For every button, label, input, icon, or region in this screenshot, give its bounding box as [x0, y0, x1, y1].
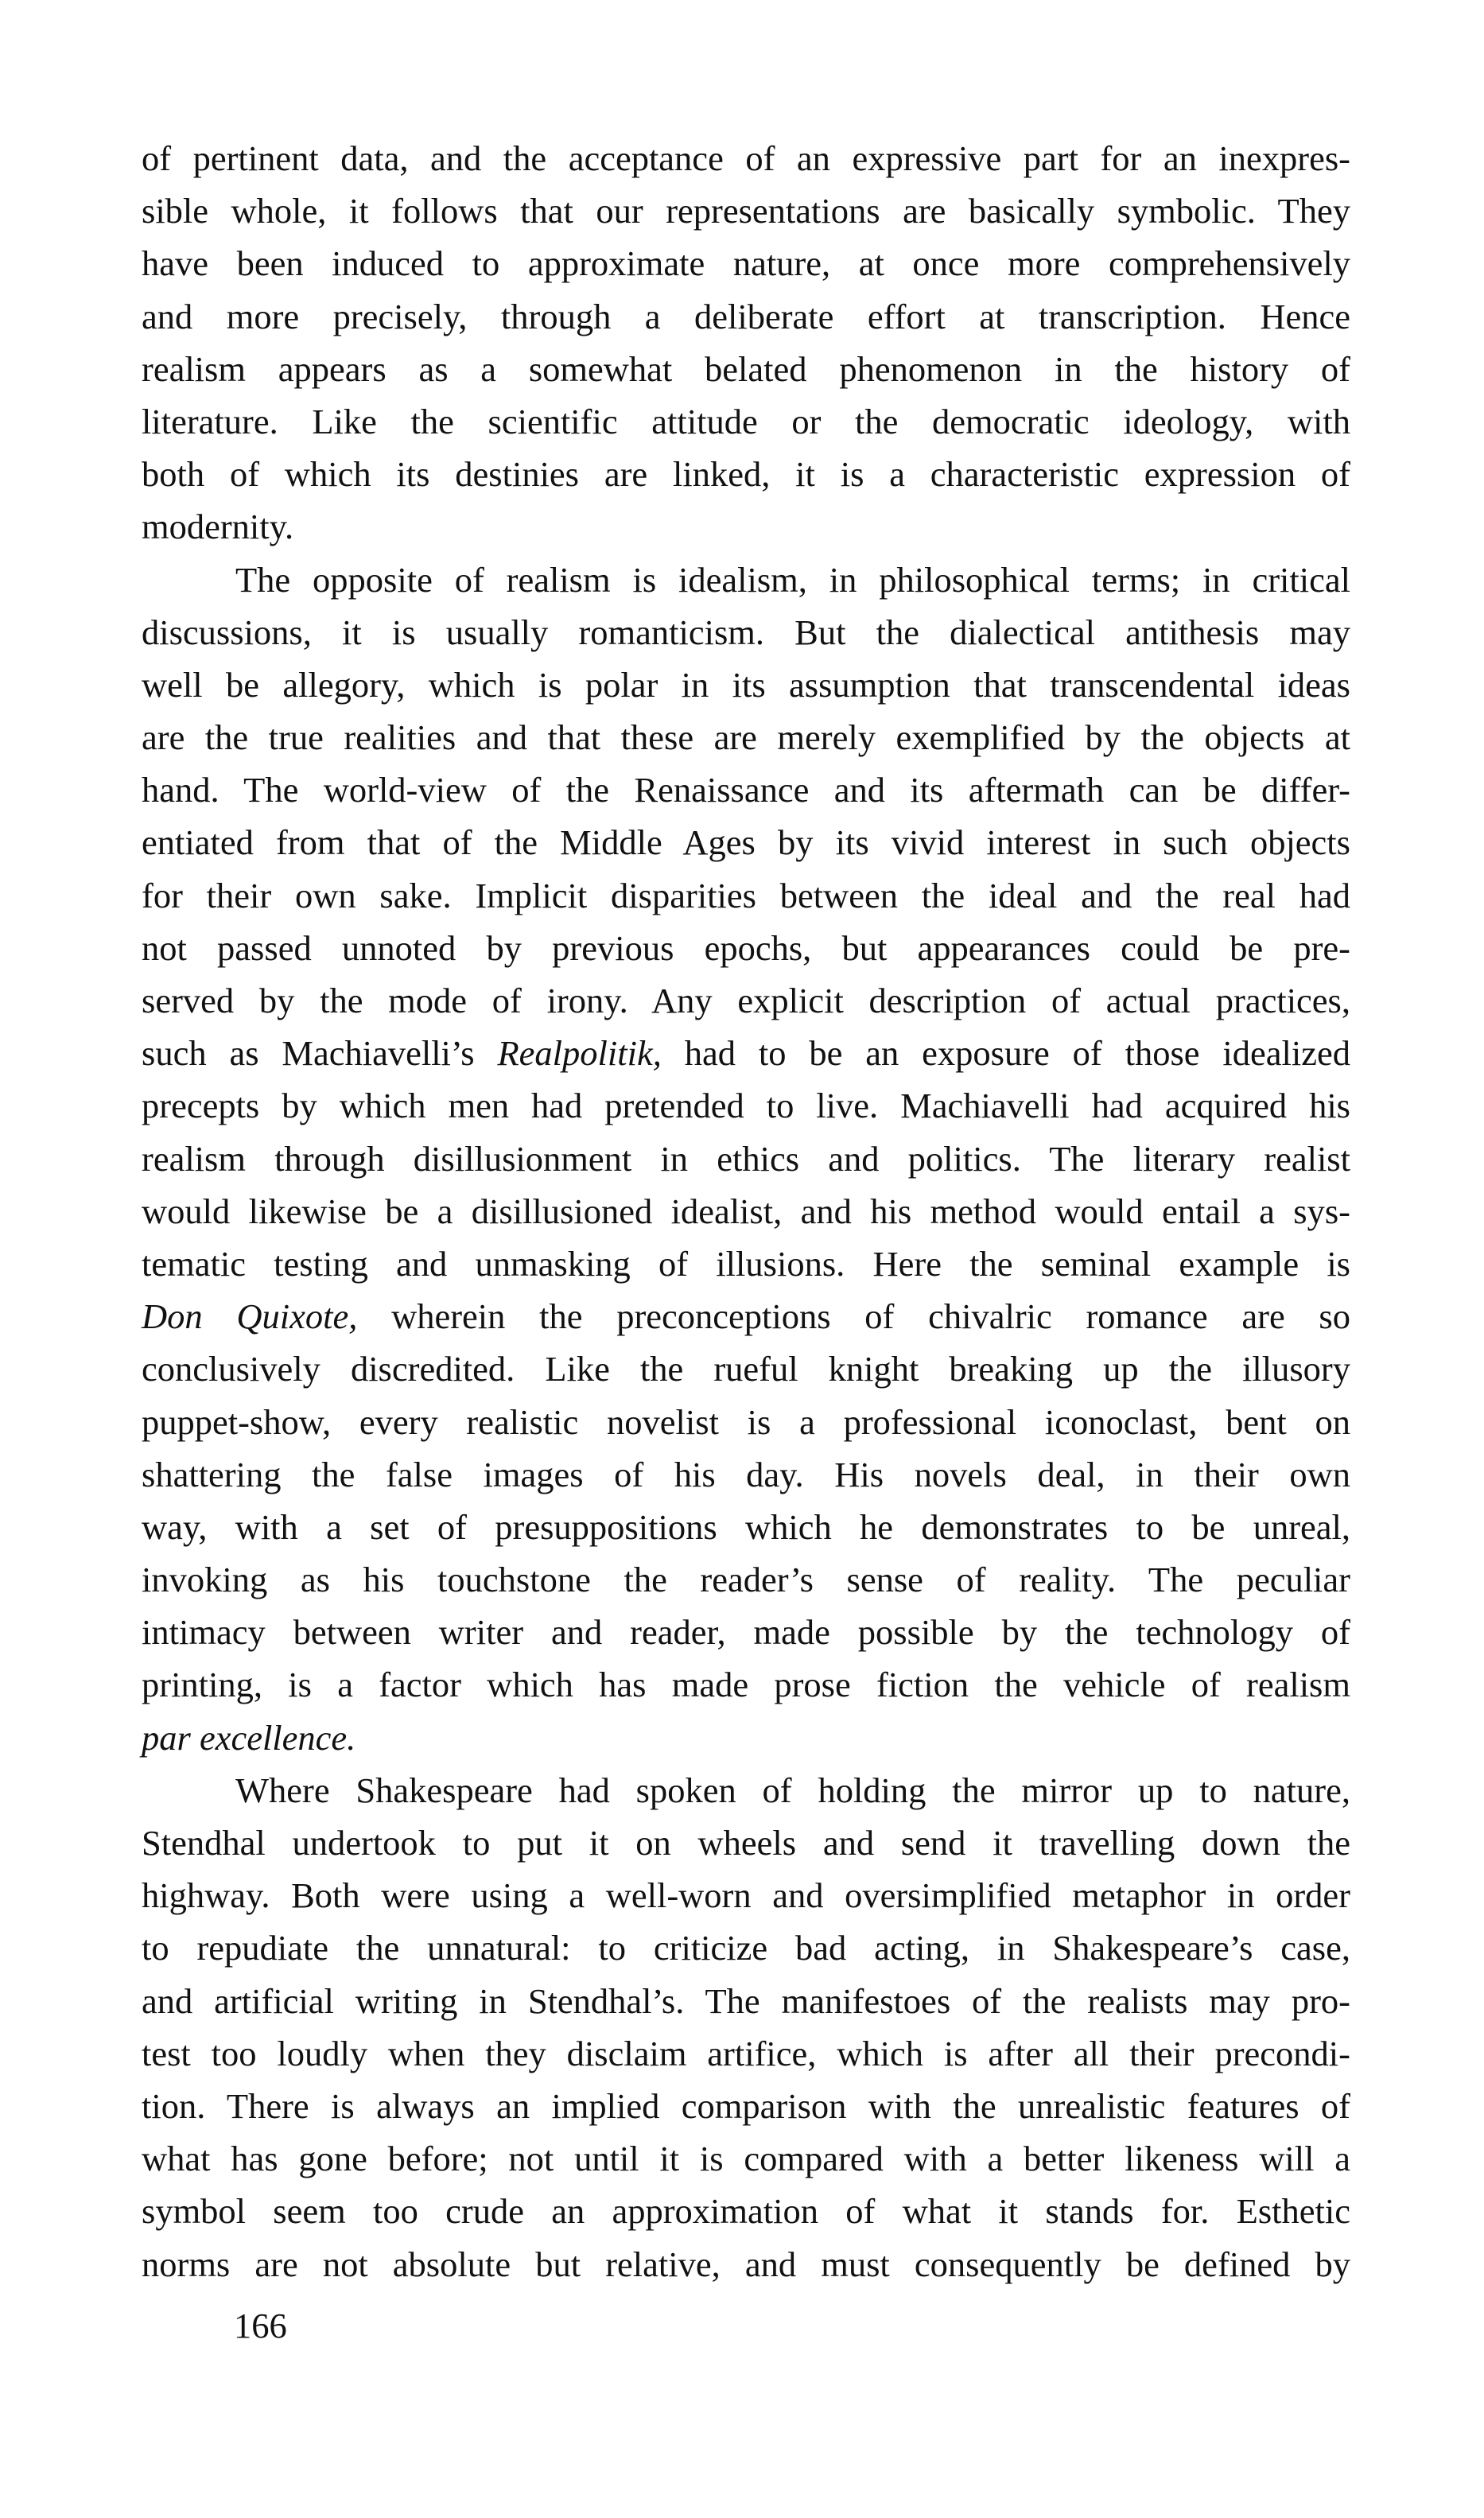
text-run: intimacy between writer and reader, made possible by the technology of [142, 1612, 1350, 1653]
text-line [142, 1817, 1350, 1869]
text-run: are the true realities and that these are merely exemplified by the objects at [142, 717, 1350, 758]
text-run: hand. The world-view of the Renaissance and its aftermath can be differ- [142, 770, 1350, 810]
text-line [142, 1606, 1350, 1658]
text-run: had to be an exposure of those idealized [661, 1033, 1350, 1074]
text-line [142, 1290, 1350, 1343]
text-run: of pertinent data, and the acceptance of an expressive part for an inexpres- [142, 138, 1350, 178]
text-line [142, 1922, 1350, 1974]
text-line [142, 764, 1350, 816]
text-line [142, 1975, 1350, 2027]
text-line [142, 237, 1350, 289]
text-run: printing, is a factor which has made prose fiction the vehicle of realism [142, 1665, 1350, 1705]
italic-text: Realpolitik, [497, 1033, 662, 1074]
text-run: test too loudly when they disclaim artifice, which is after all their precondi- [142, 2033, 1350, 2073]
text-run: to repudiate the unnatural: to criticize bad acting, in Shakespeare’s case, [142, 1928, 1350, 1968]
text-run: such as Machiavelli’s [142, 1033, 498, 1074]
text-line [142, 1658, 1350, 1711]
text-line [142, 2185, 1350, 2237]
text-line [142, 922, 1350, 974]
text-run: well be allegory, which is polar in its assumption that transcendental ideas [142, 664, 1350, 705]
text-line [142, 2027, 1350, 2080]
text-run: precepts by which men had pretended to live. Machiavelli had acquired his [142, 1086, 1350, 1126]
text-line [142, 554, 1350, 606]
text-line [142, 2080, 1350, 2132]
page-number: 166 [234, 2306, 287, 2345]
text-run: shattering the false images of his day. His novels deal, in their own [142, 1454, 1350, 1494]
paragraph [142, 1764, 1350, 2291]
text-line [142, 448, 1350, 500]
text-line [142, 500, 1350, 553]
text-run: tion. There is always an implied comparison with the unrealistic features of [142, 2085, 1350, 2126]
text-line [142, 1079, 1350, 1132]
text-line [142, 1553, 1350, 1606]
text-run: invoking as his touchstone the reader’s sense of reality. The peculiar [142, 1560, 1350, 1600]
text-line [142, 1027, 1350, 1079]
text-run: have been induced to approximate nature, at once more comprehensively [142, 243, 1350, 284]
text-line [142, 869, 1350, 922]
text-run: sible whole, it follows that our representations are basically symbolic. They [142, 191, 1350, 231]
text-line [142, 2132, 1350, 2185]
text-line [142, 1185, 1350, 1238]
text-line [142, 1238, 1350, 1290]
text-line [142, 606, 1350, 659]
paragraph [142, 554, 1350, 1764]
text-line [142, 185, 1350, 237]
text-line [142, 2238, 1350, 2291]
text-run: conclusively discredited. Like the rueful knight breaking up the illusory [142, 1349, 1350, 1389]
text-line [142, 1764, 1350, 1817]
text-run: wherein the preconceptions of chivalric romance are so [357, 1296, 1350, 1337]
text-line [142, 395, 1350, 448]
text-run: Stendhal undertook to put it on wheels and send it travelling down the [142, 1823, 1350, 1863]
text-run: and more precisely, through a deliberate effort at transcription. Hence [142, 296, 1350, 336]
text-line [142, 1501, 1350, 1553]
text-line [142, 1343, 1350, 1395]
text-run: discussions, it is usually romanticism. But the dialectical antithesis may [142, 612, 1350, 652]
text-run: literature. Like the scientific attitude or the democratic ideology, with [142, 401, 1350, 441]
italic-text: par excellence. [142, 1717, 356, 1758]
text-run: modernity. [142, 507, 294, 547]
text-run: would likewise be a disillusioned idealist, and his method would entail a sys- [142, 1191, 1350, 1231]
text-run: The opposite of realism is idealism, in philosophical terms; in critical [235, 559, 1350, 600]
text-line [142, 974, 1350, 1027]
text-run: Where Shakespeare had spoken of holding the mirror up to nature, [235, 1770, 1350, 1810]
text-line [142, 343, 1350, 395]
text-line [142, 132, 1350, 185]
text-run: highway. Both were using a well-worn and oversimplified metaphor in order [142, 1875, 1350, 1916]
text-line [142, 711, 1350, 764]
text-run: tematic testing and unmasking of illusions. Here the seminal example is [142, 1243, 1350, 1284]
text-run: norms are not absolute but relative, and must consequently be defined by [142, 2244, 1350, 2284]
text-line [142, 816, 1350, 868]
italic-text: Don Quixote, [142, 1296, 358, 1337]
text-line [142, 290, 1350, 343]
text-run: what has gone before; not until it is compared with a better likeness will a [142, 2139, 1350, 2179]
text-run: entiated from that of the Middle Ages by its vivid interest in such objects [142, 822, 1350, 863]
text-run: symbol seem too crude an approximation of what it stands for. Esthetic [142, 2191, 1350, 2232]
text-line [142, 1133, 1350, 1185]
text-run: realism appears as a somewhat belated phenomenon in the history of [142, 348, 1350, 389]
text-run: way, with a set of presuppositions which he demonstrates to be unreal, [142, 1506, 1350, 1547]
text-run: served by the mode of irony. Any explicit description of actual practices, [142, 981, 1350, 1020]
text-line [142, 659, 1350, 711]
paragraph [142, 132, 1350, 554]
text-line [142, 1396, 1350, 1448]
text-run: puppet-show, every realistic novelist is a professional iconoclast, bent on [142, 1401, 1350, 1442]
text-line [142, 1448, 1350, 1501]
text-run: realism through disillusionment in ethics and politics. The literary realist [142, 1138, 1350, 1179]
page-body [142, 132, 1350, 2291]
text-run: and artificial writing in Stendhal’s. The manifestoes of the realists may pro- [142, 1980, 1350, 2021]
text-run: not passed unnoted by previous epochs, but appearances could be pre- [142, 927, 1350, 968]
text-line [142, 1712, 1350, 1764]
text-line [142, 1869, 1350, 1922]
text-run: both of which its destinies are linked, it is a characteristic expression of [142, 454, 1350, 495]
text-run: for their own sake. Implicit disparities between the ideal and the real had [142, 875, 1350, 915]
